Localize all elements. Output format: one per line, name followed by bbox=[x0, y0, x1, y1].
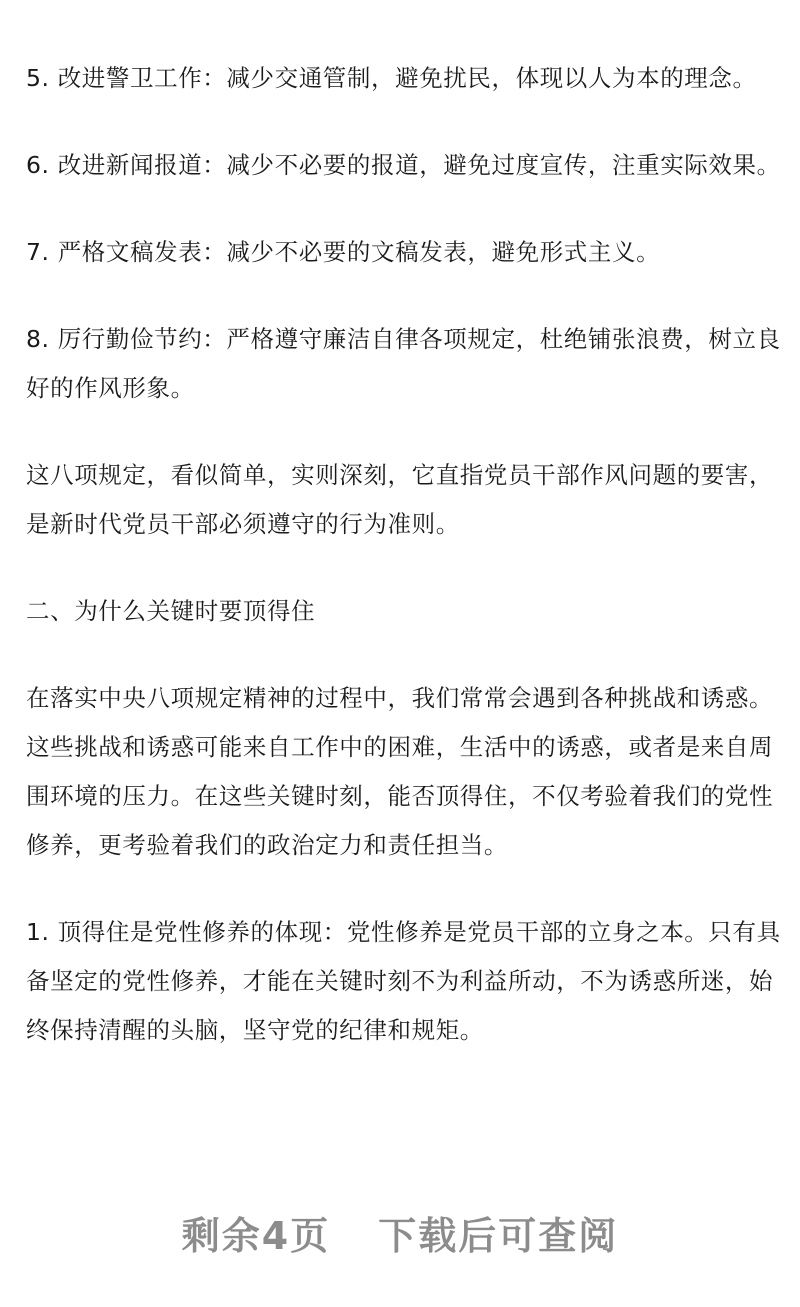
download-prompt[interactable] bbox=[0, 1205, 800, 1260]
item-8-paragraph: 8. 厉行勤俭节约：严格遵守廉洁自律各项规定，杜绝铺张浪费，树立良好的作风形象。 bbox=[26, 325, 781, 402]
item-6-paragraph: 6. 改进新闻报道：减少不必要的报道，避免过度宣传，注重实际效果。 bbox=[26, 151, 781, 179]
item-5-paragraph: 5. 改进警卫工作：减少交通管制，避免扰民，体现以人为本的理念。 bbox=[26, 64, 757, 92]
point-1-paragraph: 1. 顶得住是党性修养的体现：党性修养是党员干部的立身之本。只有具备坚定的党性修养，才能在关键时刻不为利益所动，不为诱惑所迷，始终保持清醒的头脑，坚守党的纪律和规矩。 bbox=[26, 918, 781, 1044]
summary-paragraph: 这八项规定，看似简单，实则深刻，它直指党员干部作风问题的要害，是新时代党员干部必须遵守的行为准则。 bbox=[26, 461, 774, 538]
document-body bbox=[26, 54, 781, 1055]
download-to-view-text: 下载后可查阅 bbox=[378, 1214, 619, 1258]
section-intro-paragraph: 在落实中央八项规定精神的过程中，我们常常会遇到各种挑战和诱惑。这些挑战和诱惑可能来自工作中的困难，生活中的诱惑，或者是来自周围环境的压力。在这些关键时刻，能否顶得住，不仅考验着我们的党性修养，更考验着我们的政治定力和责任担当。 bbox=[26, 684, 774, 859]
item-7-paragraph: 7. 严格文稿发表：减少不必要的文稿发表，避免形式主义。 bbox=[26, 238, 661, 266]
section-heading: 二、为什么关键时要顶得住 bbox=[26, 597, 316, 625]
remaining-pages-text: 剩余4页 bbox=[181, 1214, 331, 1258]
